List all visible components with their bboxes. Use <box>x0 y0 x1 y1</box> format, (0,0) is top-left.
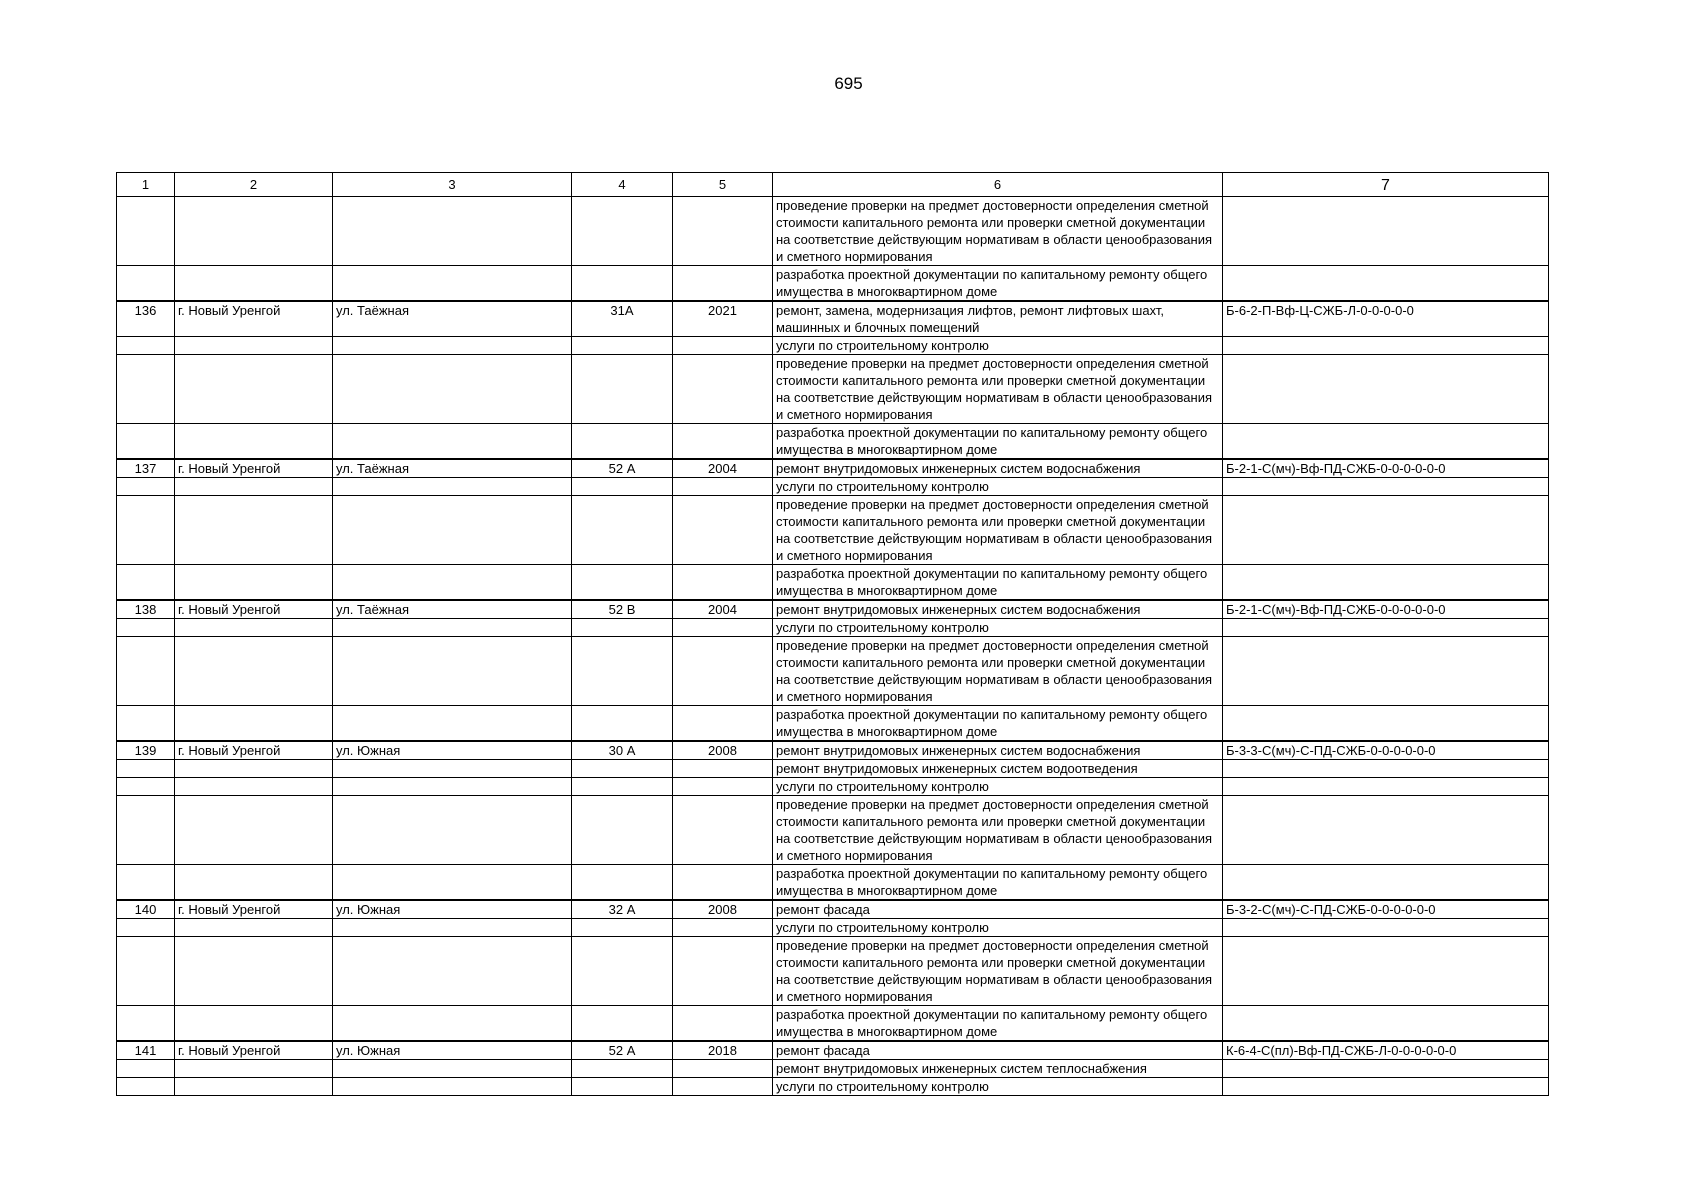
cell-number <box>117 796 175 865</box>
column-header-2: 2 <box>175 173 333 197</box>
cell-work-type: ремонт фасада <box>773 900 1223 919</box>
cell-building-code <box>1223 424 1549 460</box>
cell-house <box>572 778 673 796</box>
cell-house <box>572 424 673 460</box>
cell-house <box>572 796 673 865</box>
cell-city <box>175 424 333 460</box>
cell-building-code <box>1223 778 1549 796</box>
cell-house <box>572 565 673 601</box>
cell-work-type: ремонт фасада <box>773 1041 1223 1060</box>
table-row <box>117 355 1549 424</box>
cell-work-type: разработка проектной документации по капитальному ремонту общего имущества в многоквартирном доме <box>773 1006 1223 1042</box>
cell-city <box>175 565 333 601</box>
cell-street <box>333 706 572 742</box>
cell-building-code: Б-6-2-П-Вф-Ц-СЖБ-Л-0-0-0-0-0 <box>1223 301 1549 337</box>
cell-work-type: услуги по строительному контролю <box>773 337 1223 355</box>
cell-street <box>333 796 572 865</box>
cell-number <box>117 337 175 355</box>
cell-street: ул. Таёжная <box>333 459 572 478</box>
cell-street <box>333 1060 572 1078</box>
cell-work-type: услуги по строительному контролю <box>773 478 1223 496</box>
cell-house <box>572 919 673 937</box>
cell-number <box>117 424 175 460</box>
table-row <box>117 459 1549 478</box>
cell-work-type: разработка проектной документации по капитальному ремонту общего имущества в многоквартирном доме <box>773 706 1223 742</box>
cell-street: ул. Таёжная <box>333 301 572 337</box>
cell-street <box>333 197 572 266</box>
table-row <box>117 796 1549 865</box>
cell-building-code: Б-2-1-С(мч)-Вф-ПД-СЖБ-0-0-0-0-0-0 <box>1223 459 1549 478</box>
table-row <box>117 266 1549 302</box>
cell-house: 52 В <box>572 600 673 619</box>
cell-number <box>117 496 175 565</box>
cell-number: 138 <box>117 600 175 619</box>
column-header-1: 1 <box>117 173 175 197</box>
cell-year: 2018 <box>673 1041 773 1060</box>
cell-year: 2008 <box>673 900 773 919</box>
cell-work-type: разработка проектной документации по капитальному ремонту общего имущества в многоквартирном доме <box>773 565 1223 601</box>
cell-city <box>175 865 333 901</box>
cell-city <box>175 760 333 778</box>
cell-building-code: Б-3-3-С(мч)-С-ПД-СЖБ-0-0-0-0-0-0 <box>1223 741 1549 760</box>
cell-building-code <box>1223 1006 1549 1042</box>
table-row <box>117 1060 1549 1078</box>
cell-street <box>333 565 572 601</box>
cell-city: г. Новый Уренгой <box>175 301 333 337</box>
cell-city: г. Новый Уренгой <box>175 600 333 619</box>
header-row <box>117 173 1549 197</box>
cell-year <box>673 424 773 460</box>
cell-street: ул. Южная <box>333 1041 572 1060</box>
cell-year: 2004 <box>673 459 773 478</box>
cell-year <box>673 796 773 865</box>
cell-house: 31А <box>572 301 673 337</box>
cell-work-type: проведение проверки на предмет достоверности определения сметной стоимости капитального ремонта или проверки сметной документации на соответствие действующим нормативам в области ценообразования и сметного нормирования <box>773 197 1223 266</box>
cell-building-code <box>1223 1060 1549 1078</box>
cell-city <box>175 619 333 637</box>
cell-year <box>673 478 773 496</box>
cell-work-type: ремонт внутридомовых инженерных систем теплоснабжения <box>773 1060 1223 1078</box>
cell-house <box>572 937 673 1006</box>
cell-street <box>333 637 572 706</box>
cell-building-code <box>1223 919 1549 937</box>
cell-house <box>572 266 673 302</box>
cell-building-code <box>1223 478 1549 496</box>
cell-house <box>572 1006 673 1042</box>
cell-street <box>333 919 572 937</box>
cell-number <box>117 1060 175 1078</box>
cell-building-code <box>1223 706 1549 742</box>
table-row <box>117 1078 1549 1096</box>
cell-house <box>572 337 673 355</box>
cell-number <box>117 619 175 637</box>
cell-building-code <box>1223 337 1549 355</box>
table-row <box>117 565 1549 601</box>
table-body <box>117 197 1549 1096</box>
cell-year <box>673 865 773 901</box>
cell-city <box>175 337 333 355</box>
cell-city <box>175 778 333 796</box>
cell-city: г. Новый Уренгой <box>175 741 333 760</box>
cell-year <box>673 706 773 742</box>
column-header-4: 4 <box>572 173 673 197</box>
cell-work-type: разработка проектной документации по капитальному ремонту общего имущества в многоквартирном доме <box>773 266 1223 302</box>
cell-year <box>673 760 773 778</box>
cell-city: г. Новый Уренгой <box>175 459 333 478</box>
cell-work-type: ремонт внутридомовых инженерных систем водоснабжения <box>773 459 1223 478</box>
cell-street <box>333 496 572 565</box>
cell-building-code <box>1223 355 1549 424</box>
cell-building-code: К-6-4-С(пл)-Вф-ПД-СЖБ-Л-0-0-0-0-0-0 <box>1223 1041 1549 1060</box>
cell-number <box>117 760 175 778</box>
cell-house <box>572 619 673 637</box>
cell-street <box>333 760 572 778</box>
cell-work-type: разработка проектной документации по капитальному ремонту общего имущества в многоквартирном доме <box>773 424 1223 460</box>
cell-year <box>673 937 773 1006</box>
cell-city <box>175 796 333 865</box>
cell-year <box>673 355 773 424</box>
table-row <box>117 741 1549 760</box>
cell-year <box>673 266 773 302</box>
cell-street <box>333 778 572 796</box>
cell-street <box>333 478 572 496</box>
table-row <box>117 919 1549 937</box>
cell-building-code <box>1223 937 1549 1006</box>
cell-street <box>333 266 572 302</box>
table-row <box>117 478 1549 496</box>
table-row <box>117 937 1549 1006</box>
table-row <box>117 1006 1549 1042</box>
table-row <box>117 197 1549 266</box>
cell-city: г. Новый Уренгой <box>175 1041 333 1060</box>
cell-house: 32 А <box>572 900 673 919</box>
cell-number <box>117 1078 175 1096</box>
cell-city <box>175 637 333 706</box>
cell-work-type: услуги по строительному контролю <box>773 919 1223 937</box>
cell-work-type: проведение проверки на предмет достоверности определения сметной стоимости капитального ремонта или проверки сметной документации на соответствие действующим нормативам в области ценообразования и сметного нормирования <box>773 496 1223 565</box>
cell-house <box>572 637 673 706</box>
cell-street: ул. Южная <box>333 900 572 919</box>
column-header-3: 3 <box>333 173 572 197</box>
cell-house <box>572 355 673 424</box>
cell-city <box>175 1060 333 1078</box>
cell-work-type: проведение проверки на предмет достоверности определения сметной стоимости капитального ремонта или проверки сметной документации на соответствие действующим нормативам в области ценообразования и сметного нормирования <box>773 796 1223 865</box>
cell-building-code <box>1223 760 1549 778</box>
column-header-5: 5 <box>673 173 773 197</box>
cell-year <box>673 637 773 706</box>
cell-number <box>117 1006 175 1042</box>
cell-building-code <box>1223 865 1549 901</box>
table-row <box>117 865 1549 901</box>
cell-street: ул. Южная <box>333 741 572 760</box>
cell-street <box>333 1078 572 1096</box>
cell-street <box>333 619 572 637</box>
cell-work-type: проведение проверки на предмет достоверности определения сметной стоимости капитального ремонта или проверки сметной документации на соответствие действующим нормативам в области ценообразования и сметного нормирования <box>773 637 1223 706</box>
cell-year <box>673 496 773 565</box>
cell-year <box>673 197 773 266</box>
cell-year: 2021 <box>673 301 773 337</box>
cell-building-code <box>1223 496 1549 565</box>
cell-work-type: ремонт внутридомовых инженерных систем водоснабжения <box>773 600 1223 619</box>
cell-house: 52 А <box>572 459 673 478</box>
cell-year <box>673 337 773 355</box>
cell-city <box>175 706 333 742</box>
cell-number <box>117 565 175 601</box>
table-row <box>117 760 1549 778</box>
table-row <box>117 301 1549 337</box>
cell-city <box>175 266 333 302</box>
cell-number: 139 <box>117 741 175 760</box>
cell-number <box>117 478 175 496</box>
cell-number <box>117 778 175 796</box>
table-row <box>117 778 1549 796</box>
capital-repair-table <box>116 172 1549 1096</box>
cell-number <box>117 355 175 424</box>
cell-work-type: проведение проверки на предмет достоверности определения сметной стоимости капитального ремонта или проверки сметной документации на соответствие действующим нормативам в области ценообразования и сметного нормирования <box>773 937 1223 1006</box>
cell-number <box>117 706 175 742</box>
cell-building-code <box>1223 637 1549 706</box>
cell-year <box>673 1078 773 1096</box>
cell-work-type: услуги по строительному контролю <box>773 619 1223 637</box>
cell-work-type: ремонт, замена, модернизация лифтов, ремонт лифтовых шахт, машинных и блочных помещений <box>773 301 1223 337</box>
cell-building-code <box>1223 796 1549 865</box>
cell-number: 141 <box>117 1041 175 1060</box>
cell-year: 2004 <box>673 600 773 619</box>
cell-city <box>175 937 333 1006</box>
page-number: 695 <box>834 74 863 93</box>
cell-street <box>333 1006 572 1042</box>
cell-number: 137 <box>117 459 175 478</box>
cell-street <box>333 355 572 424</box>
cell-building-code <box>1223 619 1549 637</box>
cell-building-code: Б-3-2-С(мч)-С-ПД-СЖБ-0-0-0-0-0-0 <box>1223 900 1549 919</box>
table-row <box>117 600 1549 619</box>
cell-house <box>572 760 673 778</box>
cell-work-type: ремонт внутридомовых инженерных систем водоотведения <box>773 760 1223 778</box>
cell-city <box>175 1078 333 1096</box>
cell-building-code <box>1223 197 1549 266</box>
cell-house: 30 А <box>572 741 673 760</box>
cell-city <box>175 1006 333 1042</box>
cell-street <box>333 337 572 355</box>
cell-street <box>333 937 572 1006</box>
cell-building-code <box>1223 1078 1549 1096</box>
cell-year <box>673 1060 773 1078</box>
cell-house <box>572 496 673 565</box>
cell-house <box>572 1060 673 1078</box>
cell-work-type: услуги по строительному контролю <box>773 1078 1223 1096</box>
cell-house: 52 А <box>572 1041 673 1060</box>
table-row <box>117 619 1549 637</box>
cell-house <box>572 1078 673 1096</box>
cell-house <box>572 706 673 742</box>
cell-number <box>117 637 175 706</box>
cell-street <box>333 424 572 460</box>
cell-street <box>333 865 572 901</box>
table-row <box>117 337 1549 355</box>
table-row <box>117 900 1549 919</box>
cell-city: г. Новый Уренгой <box>175 900 333 919</box>
cell-work-type: проведение проверки на предмет достоверности определения сметной стоимости капитального ремонта или проверки сметной документации на соответствие действующим нормативам в области ценообразования и сметного нормирования <box>773 355 1223 424</box>
cell-year <box>673 919 773 937</box>
cell-city <box>175 496 333 565</box>
cell-year <box>673 619 773 637</box>
cell-number <box>117 919 175 937</box>
cell-house <box>572 865 673 901</box>
cell-number <box>117 937 175 1006</box>
cell-year <box>673 565 773 601</box>
cell-house <box>572 478 673 496</box>
table-row <box>117 424 1549 460</box>
cell-street: ул. Таёжная <box>333 600 572 619</box>
cell-number: 140 <box>117 900 175 919</box>
cell-number <box>117 865 175 901</box>
cell-city <box>175 478 333 496</box>
cell-city <box>175 197 333 266</box>
cell-work-type: услуги по строительному контролю <box>773 778 1223 796</box>
cell-building-code <box>1223 565 1549 601</box>
table-row <box>117 1041 1549 1060</box>
cell-house <box>572 197 673 266</box>
column-header-7: 7 <box>1223 173 1549 197</box>
table-row <box>117 706 1549 742</box>
cell-number: 136 <box>117 301 175 337</box>
cell-year <box>673 778 773 796</box>
cell-work-type: разработка проектной документации по капитальному ремонту общего имущества в многоквартирном доме <box>773 865 1223 901</box>
cell-year: 2008 <box>673 741 773 760</box>
column-header-6: 6 <box>773 173 1223 197</box>
cell-year <box>673 1006 773 1042</box>
cell-building-code: Б-2-1-С(мч)-Вф-ПД-СЖБ-0-0-0-0-0-0 <box>1223 600 1549 619</box>
table-row <box>117 496 1549 565</box>
cell-number <box>117 197 175 266</box>
cell-building-code <box>1223 266 1549 302</box>
cell-number <box>117 266 175 302</box>
cell-city <box>175 355 333 424</box>
table-row <box>117 637 1549 706</box>
cell-city <box>175 919 333 937</box>
cell-work-type: ремонт внутридомовых инженерных систем водоснабжения <box>773 741 1223 760</box>
